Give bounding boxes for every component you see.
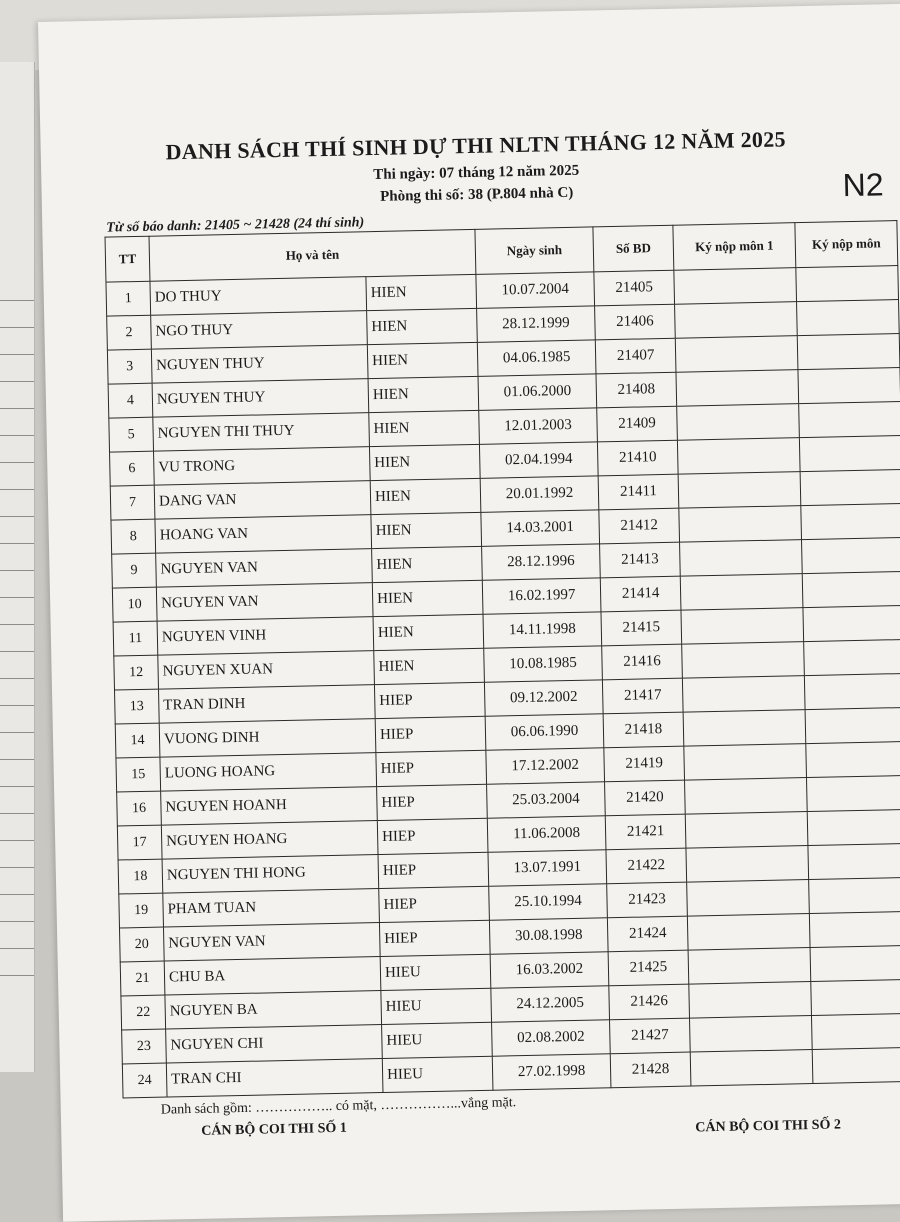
row-sign-1 xyxy=(690,1050,813,1087)
ruled-line xyxy=(0,867,34,868)
row-sbd: 21415 xyxy=(601,610,682,646)
header-sbd: Số BD xyxy=(593,225,674,272)
row-dob: 06.06.1990 xyxy=(485,714,604,750)
row-last-name: NGUYEN CHI xyxy=(166,1025,383,1064)
row-first-name: HIEN xyxy=(369,410,480,446)
row-sign-1 xyxy=(676,370,799,407)
ruled-line xyxy=(0,327,34,328)
row-last-name: NGUYEN HOANH xyxy=(161,787,378,826)
ruled-line xyxy=(0,975,34,976)
ruled-line xyxy=(0,624,34,625)
row-sign-2 xyxy=(797,334,900,370)
row-sign-2 xyxy=(804,639,900,675)
row-last-name: VU TRONG xyxy=(154,447,371,486)
row-sign-1 xyxy=(680,574,803,611)
ruled-line xyxy=(0,435,34,436)
row-sign-1 xyxy=(685,812,808,849)
row-sbd: 21409 xyxy=(597,406,678,442)
row-sign-1 xyxy=(685,778,808,815)
ruled-line xyxy=(0,705,34,706)
header-sign1: Ký nộp môn 1 xyxy=(673,223,796,271)
ruled-line xyxy=(0,489,34,490)
row-tt: 8 xyxy=(111,519,156,554)
row-first-name: HIEU xyxy=(382,1022,493,1058)
row-sign-2 xyxy=(810,945,900,981)
ruled-line xyxy=(0,840,34,841)
row-tt: 14 xyxy=(115,723,160,758)
row-tt: 23 xyxy=(122,1029,167,1064)
row-sign-1 xyxy=(687,880,810,917)
ruled-line xyxy=(0,354,34,355)
row-tt: 22 xyxy=(121,995,166,1030)
ruled-line xyxy=(0,300,34,301)
row-sign-1 xyxy=(679,506,802,543)
row-sign-2 xyxy=(812,1047,900,1083)
row-sign-2 xyxy=(805,707,900,743)
row-sign-1 xyxy=(678,472,801,509)
row-sign-2 xyxy=(797,300,900,336)
row-dob: 12.01.2003 xyxy=(479,408,598,444)
exam-list-sheet xyxy=(38,4,900,1222)
row-last-name: NGUYEN VAN xyxy=(156,549,373,588)
row-dob: 28.12.1999 xyxy=(477,306,596,342)
row-first-name: HIEN xyxy=(372,546,483,582)
row-tt: 21 xyxy=(120,961,165,996)
row-sign-2 xyxy=(801,503,900,539)
ruled-line xyxy=(0,921,34,922)
row-first-name: HIEN xyxy=(368,376,479,412)
row-tt: 10 xyxy=(112,587,157,622)
row-sign-2 xyxy=(796,266,899,302)
row-first-name: HIEP xyxy=(377,784,488,820)
row-tt: 1 xyxy=(106,281,151,316)
row-first-name: HIEN xyxy=(373,614,484,650)
row-first-name: HIEP xyxy=(375,716,486,752)
ruled-line xyxy=(0,786,34,787)
header-name: Họ và tên xyxy=(149,229,476,281)
row-tt: 6 xyxy=(110,451,155,486)
row-first-name: HIEU xyxy=(382,1056,493,1092)
proctor-1-label: CÁN BỘ COI THI SỐ 1 xyxy=(201,1120,348,1139)
ruled-line xyxy=(0,570,34,571)
row-sbd: 21411 xyxy=(598,474,679,510)
row-last-name: CHU BA xyxy=(164,957,381,996)
row-dob: 16.03.2002 xyxy=(490,952,609,988)
row-tt: 19 xyxy=(119,893,164,928)
row-last-name: NGO THUY xyxy=(151,311,368,350)
row-sign-2 xyxy=(802,537,900,573)
row-sign-2 xyxy=(807,775,900,811)
row-first-name: HIEN xyxy=(371,512,482,548)
row-sbd: 21414 xyxy=(600,576,681,612)
row-sbd: 21420 xyxy=(605,780,686,816)
row-first-name: HIEU xyxy=(381,988,492,1024)
row-sign-1 xyxy=(690,1016,813,1053)
row-sign-1 xyxy=(689,982,812,1019)
row-sbd: 21418 xyxy=(603,712,684,748)
row-sign-1 xyxy=(675,302,798,339)
row-dob: 30.08.1998 xyxy=(489,918,608,954)
header-sign2: Ký nộp môn xyxy=(795,221,898,268)
row-dob: 11.06.2008 xyxy=(487,816,606,852)
ruled-line xyxy=(0,651,34,652)
row-sbd: 21417 xyxy=(602,678,683,714)
row-tt: 16 xyxy=(117,791,162,826)
row-tt: 12 xyxy=(114,655,159,690)
row-sign-1 xyxy=(686,846,809,883)
row-sign-2 xyxy=(809,911,900,947)
row-sbd: 21428 xyxy=(610,1052,691,1088)
row-sbd: 21422 xyxy=(606,848,687,884)
row-tt: 5 xyxy=(109,417,154,452)
ruled-line xyxy=(0,732,34,733)
row-tt: 24 xyxy=(122,1063,167,1098)
row-sign-1 xyxy=(675,336,798,373)
row-dob: 02.04.1994 xyxy=(479,442,598,478)
ruled-line xyxy=(0,462,34,463)
row-sign-2 xyxy=(811,979,900,1015)
row-sbd: 21426 xyxy=(609,984,690,1020)
row-sbd: 21412 xyxy=(599,508,680,544)
header-dob: Ngày sinh xyxy=(475,227,594,274)
row-first-name: HIEN xyxy=(370,478,481,514)
ruled-line xyxy=(0,516,34,517)
row-sign-1 xyxy=(681,608,804,645)
row-last-name: DANG VAN xyxy=(154,481,371,520)
row-dob: 25.03.2004 xyxy=(487,782,606,818)
row-dob: 17.12.2002 xyxy=(486,748,605,784)
row-sign-2 xyxy=(808,843,900,879)
row-tt: 15 xyxy=(116,757,161,792)
row-last-name: NGUYEN BA xyxy=(165,991,382,1030)
row-sign-2 xyxy=(798,368,900,404)
ruled-line xyxy=(0,948,34,949)
row-dob: 04.06.1985 xyxy=(477,340,596,376)
row-first-name: HIEN xyxy=(369,444,480,480)
row-first-name: HIEP xyxy=(374,682,485,718)
row-sign-2 xyxy=(807,809,900,845)
row-tt: 18 xyxy=(118,859,163,894)
row-last-name: TRAN CHI xyxy=(166,1059,383,1098)
row-last-name: NGUYEN VAN xyxy=(156,583,373,622)
row-sign-2 xyxy=(799,436,900,472)
row-tt: 17 xyxy=(117,825,162,860)
row-dob: 10.08.1985 xyxy=(484,646,603,682)
row-last-name: VUONG DINH xyxy=(159,719,376,758)
row-dob: 16.02.1997 xyxy=(482,578,601,614)
row-dob: 14.03.2001 xyxy=(481,510,600,546)
row-dob: 09.12.2002 xyxy=(484,680,603,716)
row-sbd: 21405 xyxy=(594,270,675,306)
row-last-name: NGUYEN XUAN xyxy=(158,651,375,690)
header-tt: TT xyxy=(105,236,150,282)
adjacent-sheet xyxy=(0,62,35,1072)
row-last-name: TRAN DINH xyxy=(158,685,375,724)
row-last-name: NGUYEN VAN xyxy=(163,923,380,962)
row-sbd: 21427 xyxy=(610,1018,691,1054)
row-last-name: NGUYEN THI THUY xyxy=(153,413,370,452)
row-dob: 28.12.1996 xyxy=(482,544,601,580)
row-tt: 7 xyxy=(110,485,155,520)
row-last-name: NGUYEN THUY xyxy=(151,345,368,384)
row-tt: 13 xyxy=(115,689,160,724)
row-first-name: HIEP xyxy=(376,750,487,786)
row-last-name: HOANG VAN xyxy=(155,515,372,554)
row-sign-1 xyxy=(682,642,805,679)
exam-room: Phòng thi số: 38 (P.804 nhà C) xyxy=(379,184,574,205)
row-first-name: HIEN xyxy=(366,274,477,310)
row-dob: 24.12.2005 xyxy=(491,986,610,1022)
row-sbd: 21416 xyxy=(602,644,683,680)
row-sign-1 xyxy=(680,540,803,577)
row-first-name: HIEP xyxy=(379,920,490,956)
row-sbd: 21423 xyxy=(607,882,688,918)
row-dob: 14.11.1998 xyxy=(483,612,602,648)
row-sbd: 21406 xyxy=(595,304,676,340)
row-sign-2 xyxy=(799,402,900,438)
row-last-name: PHAM TUAN xyxy=(163,889,380,928)
row-first-name: HIEP xyxy=(377,818,488,854)
row-last-name: NGUYEN THI HONG xyxy=(162,855,379,894)
row-sign-2 xyxy=(800,470,900,506)
candidate-table xyxy=(105,220,900,1098)
row-sbd: 21408 xyxy=(596,372,677,408)
row-tt: 2 xyxy=(107,315,152,350)
row-sign-1 xyxy=(674,268,797,305)
row-tt: 20 xyxy=(119,927,164,962)
row-first-name: HIEN xyxy=(374,648,485,684)
row-sbd: 21421 xyxy=(605,814,686,850)
row-tt: 4 xyxy=(108,383,153,418)
row-sbd: 21424 xyxy=(607,916,688,952)
document-title: DANH SÁCH THÍ SINH DỰ THI NLTN THÁNG 12 NĂM 2025 xyxy=(165,126,787,165)
row-sbd: 21410 xyxy=(597,440,678,476)
row-sign-2 xyxy=(809,877,900,913)
row-sign-1 xyxy=(677,438,800,475)
candidate-range: Từ số báo danh: 21405 ~ 21428 (24 thí sinh) xyxy=(106,215,365,236)
ruled-line xyxy=(0,678,34,679)
row-sign-1 xyxy=(682,676,805,713)
row-dob: 25.10.1994 xyxy=(489,884,608,920)
row-last-name: NGUYEN THUY xyxy=(152,379,369,418)
row-dob: 01.06.2000 xyxy=(478,374,597,410)
table-body xyxy=(106,266,900,1098)
row-last-name: NGUYEN VINH xyxy=(157,617,374,656)
ruled-line xyxy=(0,759,34,760)
row-sbd: 21407 xyxy=(595,338,676,374)
row-sign-2 xyxy=(811,1013,900,1049)
row-tt: 11 xyxy=(113,621,158,656)
room-code: N2 xyxy=(842,166,884,204)
proctor-2-label: CÁN BỘ COI THI SỐ 2 xyxy=(695,1117,842,1136)
ruled-line xyxy=(0,813,34,814)
row-first-name: HIEN xyxy=(367,308,478,344)
ruled-line xyxy=(0,543,34,544)
row-sign-2 xyxy=(806,741,900,777)
row-sign-1 xyxy=(683,710,806,747)
row-last-name: LUONG HOANG xyxy=(160,753,377,792)
row-sign-2 xyxy=(804,673,900,709)
row-sign-1 xyxy=(688,948,811,985)
ruled-line xyxy=(0,597,34,598)
row-first-name: HIEU xyxy=(380,954,491,990)
row-dob: 10.07.2004 xyxy=(476,272,595,308)
attendance-summary: Danh sách gồm: …………….. có mặt, ……………...vắng mặt. xyxy=(160,1095,517,1118)
ruled-line xyxy=(0,894,34,895)
row-dob: 20.01.1992 xyxy=(480,476,599,512)
row-sbd: 21419 xyxy=(604,746,685,782)
row-sign-2 xyxy=(803,605,900,641)
row-sign-1 xyxy=(684,744,807,781)
row-dob: 27.02.1998 xyxy=(492,1054,611,1090)
row-first-name: HIEN xyxy=(367,342,478,378)
ruled-line xyxy=(0,408,34,409)
row-sign-1 xyxy=(677,404,800,441)
row-first-name: HIEP xyxy=(378,852,489,888)
exam-date: Thi ngày: 07 tháng 12 năm 2025 xyxy=(373,162,580,184)
row-sbd: 21425 xyxy=(608,950,689,986)
row-last-name: NGUYEN HOANG xyxy=(161,821,378,860)
row-tt: 3 xyxy=(107,349,152,384)
ruled-line xyxy=(0,381,34,382)
row-tt: 9 xyxy=(112,553,157,588)
row-last-name: DO THUY xyxy=(150,277,367,316)
row-dob: 02.08.2002 xyxy=(492,1020,611,1056)
row-first-name: HIEN xyxy=(372,580,483,616)
row-first-name: HIEP xyxy=(379,886,490,922)
row-sign-2 xyxy=(802,571,900,607)
row-sign-1 xyxy=(687,914,810,951)
row-sbd: 21413 xyxy=(600,542,681,578)
row-dob: 13.07.1991 xyxy=(488,850,607,886)
